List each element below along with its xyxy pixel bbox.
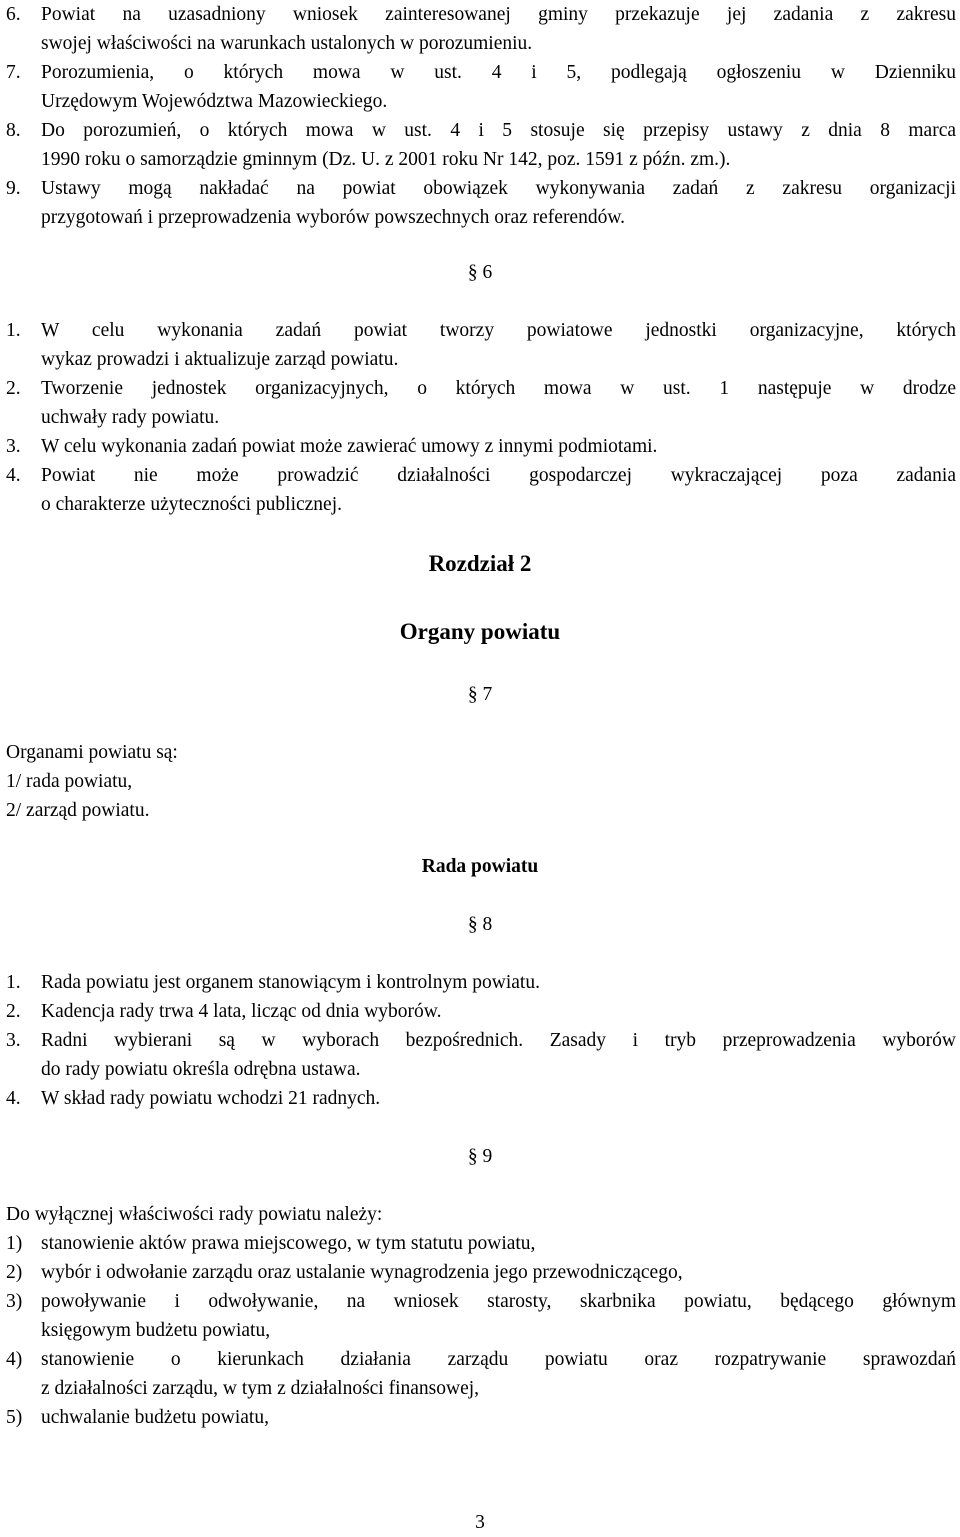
item-text-line: powoływanie i odwoływanie, na wniosek starosty, skarbnika powiatu, będącego głównym bbox=[41, 1291, 956, 1312]
item-text-line: swojej właściwości na warunkach ustalonych w porozumieniu. bbox=[41, 33, 533, 54]
item-number: 9. bbox=[6, 178, 21, 199]
item-text-line: uchwalanie budżetu powiatu, bbox=[41, 1407, 269, 1428]
item-text-line: 1990 roku o samorządzie gminnym (Dz. U. z 2001 roku Nr 142, poz. 1591 z późn. zm.). bbox=[41, 149, 731, 170]
section-sign-6: § 6 bbox=[467, 262, 493, 283]
item-text-line: W celu wykonania zadań powiat tworzy powiatowe jednostki organizacyjne, których bbox=[41, 320, 956, 341]
list-item bbox=[6, 1084, 956, 1113]
list-item bbox=[6, 1026, 956, 1084]
section-heading-rada: Rada powiatu bbox=[421, 856, 539, 877]
item-text-line: Powiat na uzasadniony wniosek zainteresowanej gminy przekazuje jej zadania z zakresu bbox=[41, 4, 956, 25]
list-item bbox=[6, 0, 956, 58]
section-sign-7: § 7 bbox=[467, 684, 493, 705]
item-text-line: Porozumienia, o których mowa w ust. 4 i 5, podlegają ogłoszeniu w Dzienniku bbox=[41, 62, 956, 83]
list-item bbox=[6, 968, 956, 997]
item-text-line: Tworzenie jednostek organizacyjnych, o których mowa w ust. 1 następuje w drodze bbox=[41, 378, 956, 399]
list-item bbox=[6, 174, 956, 232]
item-number: 2) bbox=[6, 1262, 23, 1283]
item-text-line: W celu wykonania zadań powiat może zawierać umowy z innymi podmiotami. bbox=[41, 436, 658, 457]
item-number: 3) bbox=[6, 1291, 23, 1312]
item-text-line: wybór i odwołanie zarządu oraz ustalanie wynagrodzenia jego przewodniczącego, bbox=[41, 1262, 683, 1283]
item-text-line: przygotowań i przeprowadzenia wyborów powszechnych oraz referendów. bbox=[41, 207, 626, 228]
item-text-line: Kadencja rady trwa 4 lata, licząc od dnia wyborów. bbox=[41, 1001, 442, 1022]
list-item bbox=[6, 1229, 956, 1258]
list-item bbox=[6, 1287, 956, 1345]
organs-intro: Organami powiatu są: bbox=[6, 742, 178, 763]
item-number: 1) bbox=[6, 1233, 23, 1254]
section-sign-9: § 9 bbox=[467, 1146, 493, 1167]
item-number: 4. bbox=[6, 1088, 21, 1109]
item-text-line: W skład rady powiatu wchodzi 21 radnych. bbox=[41, 1088, 381, 1109]
item-text-line: Ustawy mogą nakładać na powiat obowiązek wykonywania zadań z zakresu organizacji bbox=[41, 178, 956, 199]
list-item bbox=[6, 58, 956, 116]
list-item bbox=[6, 997, 956, 1026]
item-text-line: księgowym budżetu powiatu, bbox=[41, 1320, 271, 1341]
list-item bbox=[6, 461, 956, 519]
item-text-line: Do porozumień, o których mowa w ust. 4 i 5 stosuje się przepisy ustawy z dnia 8 marca bbox=[41, 120, 956, 141]
item-text-line: uchwały rady powiatu. bbox=[41, 407, 220, 428]
item-number: 3. bbox=[6, 436, 21, 457]
item-number: 5) bbox=[6, 1407, 23, 1428]
competences-list bbox=[6, 1200, 956, 1432]
list-item bbox=[6, 1258, 956, 1287]
item-text-line: Urzędowym Województwa Mazowieckiego. bbox=[41, 91, 388, 112]
item-number: 4. bbox=[6, 465, 21, 486]
item-number: 2. bbox=[6, 1001, 21, 1022]
item-number: 2. bbox=[6, 378, 21, 399]
item-number: 8. bbox=[6, 120, 21, 141]
item-text-line: wykaz prowadzi i aktualizuje zarząd powiatu. bbox=[41, 349, 399, 370]
item-text-line: do rady powiatu określa odrębna ustawa. bbox=[41, 1059, 361, 1080]
list-item bbox=[6, 116, 956, 174]
organs-item: 2/ zarząd powiatu. bbox=[6, 800, 150, 821]
item-text-line: stanowienie o kierunkach działania zarządu powiatu oraz rozpatrywanie sprawozdań bbox=[41, 1349, 956, 1370]
item-text-line: Radni wybierani są w wyborach bezpośrednich. Zasady i tryb przeprowadzenia wyborów bbox=[41, 1030, 956, 1051]
list-item bbox=[6, 1345, 956, 1403]
item-text-line: z działalności zarządu, w tym z działalności finansowej, bbox=[41, 1378, 480, 1399]
item-text-line: Powiat nie może prowadzić działalności gospodarczej wykraczającej poza zadania bbox=[41, 465, 956, 486]
list-block-sec8 bbox=[6, 968, 956, 1113]
item-text-line: o charakterze użyteczności publicznej. bbox=[41, 494, 343, 515]
item-number: 1. bbox=[6, 972, 21, 993]
list-item bbox=[6, 316, 956, 374]
item-number: 7. bbox=[6, 62, 21, 83]
item-number: 6. bbox=[6, 4, 21, 25]
list-block-continuation bbox=[6, 0, 956, 232]
item-text-line: stanowienie aktów prawa miejscowego, w tym statutu powiatu, bbox=[41, 1233, 536, 1254]
item-text-line: Rada powiatu jest organem stanowiącym i kontrolnym powiatu. bbox=[41, 972, 540, 993]
item-number: 4) bbox=[6, 1349, 23, 1370]
list-item bbox=[6, 1403, 956, 1432]
page-number: 3 bbox=[475, 1512, 485, 1533]
organs-item: 1/ rada powiatu, bbox=[6, 771, 133, 792]
chapter-heading: Rozdział 2 bbox=[428, 551, 532, 576]
list-item bbox=[6, 432, 956, 461]
chapter-title: Organy powiatu bbox=[399, 619, 561, 644]
organs-list bbox=[6, 738, 956, 825]
item-number: 3. bbox=[6, 1030, 21, 1051]
item-number: 1. bbox=[6, 320, 21, 341]
list-item bbox=[6, 374, 956, 432]
list-block-sec6 bbox=[6, 316, 956, 519]
competences-intro: Do wyłącznej właściwości rady powiatu należy: bbox=[6, 1204, 383, 1225]
section-sign-8: § 8 bbox=[467, 914, 493, 935]
